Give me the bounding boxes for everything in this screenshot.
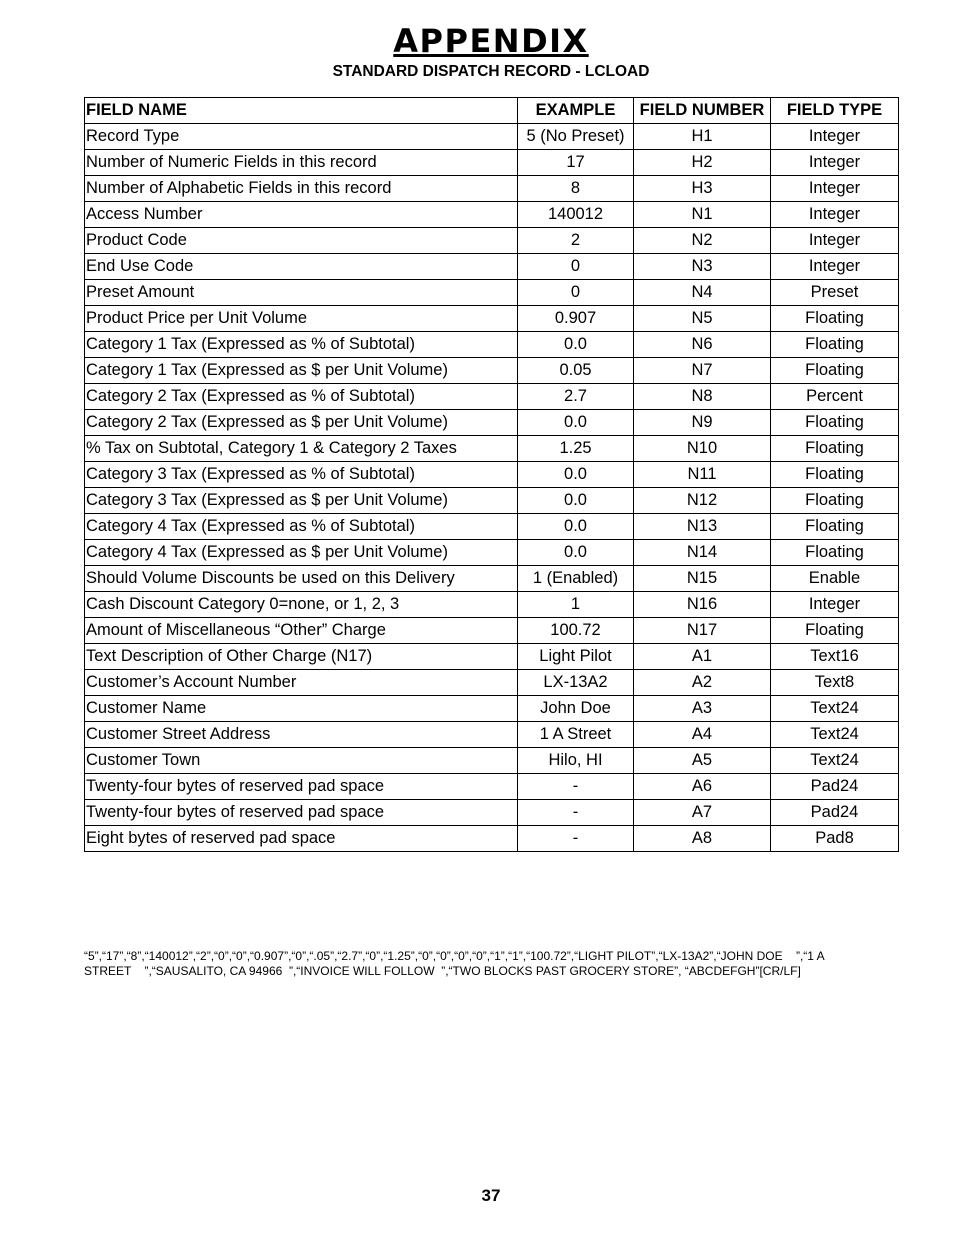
field-name-cell: Category 3 Tax (Expressed as $ per Unit Volume) [85,488,518,514]
example-cell: 140012 [518,202,634,228]
table-row [85,774,899,800]
field-number-cell: N13 [634,514,771,540]
field-type-cell: Integer [771,202,899,228]
table-row [85,410,899,436]
field-type-cell: Floating [771,436,899,462]
example-cell: - [518,774,634,800]
example-cell: 0.0 [518,332,634,358]
field-number-cell: N3 [634,254,771,280]
field-name-cell: Customer’s Account Number [85,670,518,696]
field-type-cell: Floating [771,514,899,540]
example-cell: 2 [518,228,634,254]
field-name-cell: Category 2 Tax (Expressed as $ per Unit Volume) [85,410,518,436]
field-number-cell: A4 [634,722,771,748]
table-row [85,670,899,696]
table-row [85,280,899,306]
example-cell: 0 [518,280,634,306]
table-row [85,540,899,566]
field-type-cell: Percent [771,384,899,410]
field-type-cell: Floating [771,332,899,358]
example-cell: 0.05 [518,358,634,384]
field-number-cell: N14 [634,540,771,566]
dispatch-record-table [84,97,899,852]
field-name-cell: Category 1 Tax (Expressed as % of Subtotal) [85,332,518,358]
example-cell: 1 (Enabled) [518,566,634,592]
field-type-cell: Integer [771,150,899,176]
table-row [85,176,899,202]
field-type-cell: Pad24 [771,800,899,826]
field-type-cell: Text8 [771,670,899,696]
field-type-cell: Text16 [771,644,899,670]
field-name-cell: Preset Amount [85,280,518,306]
table-body [85,124,899,852]
table-row [85,306,899,332]
table-row [85,332,899,358]
field-number-cell: N17 [634,618,771,644]
field-type-cell: Text24 [771,748,899,774]
table-row [85,254,899,280]
table-row [85,800,899,826]
column-header-field-type: FIELD TYPE [771,98,899,124]
field-name-cell: % Tax on Subtotal, Category 1 & Category 2 Taxes [85,436,518,462]
table-row [85,696,899,722]
field-name-cell: Amount of Miscellaneous “Other” Charge [85,618,518,644]
field-number-cell: H3 [634,176,771,202]
field-type-cell: Text24 [771,696,899,722]
field-name-cell: Cash Discount Category 0=none, or 1, 2, 3 [85,592,518,618]
field-name-cell: Product Code [85,228,518,254]
page-number: 37 [481,1186,501,1205]
field-name-cell: Eight bytes of reserved pad space [85,826,518,852]
field-name-cell: Record Type [85,124,518,150]
example-cell: 2.7 [518,384,634,410]
table-row [85,150,899,176]
field-number-cell: N4 [634,280,771,306]
header-row [85,98,899,124]
field-number-cell: N5 [634,306,771,332]
field-number-cell: A2 [634,670,771,696]
table-row [85,722,899,748]
example-cell: - [518,826,634,852]
table-row [85,748,899,774]
field-number-cell: N10 [634,436,771,462]
field-name-cell: Text Description of Other Charge (N17) [85,644,518,670]
example-record-line-2: STREET ”,“SAUSALITO, CA 94966 ”,“INVOICE WILL FOLLOW ”,“TWO BLOCKS PAST GROCERY STORE”, “ABCDEFGH”[CR/LF] [84,964,801,978]
table-header [85,98,899,124]
table-row [85,488,899,514]
field-name-cell: Customer Street Address [85,722,518,748]
field-type-cell: Integer [771,228,899,254]
example-cell: 17 [518,150,634,176]
table-row [85,384,899,410]
field-name-cell: Category 4 Tax (Expressed as $ per Unit Volume) [85,540,518,566]
field-type-cell: Floating [771,618,899,644]
example-record-line-1: “5”,“17”,“8”,“140012”,“2”,“0”,“0”,“0.907”,“0”,“.05”,“2.7”,“0”,“1.25”,“0”,“0”,“0”,“0”,“1”,“1”,“100.72”,“LIGHT PILOT”,“LX-13A2”,“JOHN DOE ”,“1 A [84,949,825,963]
example-cell: 1 [518,592,634,618]
table-row [85,436,899,462]
field-type-cell: Floating [771,358,899,384]
field-type-cell: Floating [771,462,899,488]
field-number-cell: N9 [634,410,771,436]
field-type-cell: Floating [771,540,899,566]
example-cell: 0.0 [518,410,634,436]
field-number-cell: A7 [634,800,771,826]
field-type-cell: Integer [771,254,899,280]
example-cell: 1 A Street [518,722,634,748]
example-cell: 100.72 [518,618,634,644]
table-row [85,618,899,644]
field-type-cell: Floating [771,488,899,514]
field-name-cell: Customer Name [85,696,518,722]
example-cell: 0.0 [518,488,634,514]
field-number-cell: N8 [634,384,771,410]
field-number-cell: N7 [634,358,771,384]
example-cell: 8 [518,176,634,202]
table-row [85,566,899,592]
example-cell: 1.25 [518,436,634,462]
example-cell: 0.907 [518,306,634,332]
column-header-field-name: FIELD NAME [85,98,518,124]
table-row [85,592,899,618]
field-type-cell: Text24 [771,722,899,748]
field-number-cell: A5 [634,748,771,774]
field-number-cell: N16 [634,592,771,618]
field-number-cell: N2 [634,228,771,254]
field-name-cell: Twenty-four bytes of reserved pad space [85,774,518,800]
field-type-cell: Enable [771,566,899,592]
example-cell: - [518,800,634,826]
field-name-cell: Category 4 Tax (Expressed as % of Subtotal) [85,514,518,540]
field-type-cell: Preset [771,280,899,306]
field-number-cell: N6 [634,332,771,358]
field-type-cell: Pad8 [771,826,899,852]
field-name-cell: Category 3 Tax (Expressed as % of Subtotal) [85,462,518,488]
table-row [85,644,899,670]
field-name-cell: Twenty-four bytes of reserved pad space [85,800,518,826]
field-name-cell: Access Number [85,202,518,228]
example-cell: 5 (No Preset) [518,124,634,150]
field-type-cell: Pad24 [771,774,899,800]
column-header-example: EXAMPLE [518,98,634,124]
example-cell: 0.0 [518,462,634,488]
table-row [85,124,899,150]
page-subtitle: STANDARD DISPATCH RECORD - LCLOAD [332,63,650,80]
field-number-cell: A1 [634,644,771,670]
field-type-cell: Floating [771,410,899,436]
table-row [85,514,899,540]
field-number-cell: N15 [634,566,771,592]
field-number-cell: N11 [634,462,771,488]
field-type-cell: Integer [771,592,899,618]
field-number-cell: H1 [634,124,771,150]
table-row [85,358,899,384]
field-number-cell: H2 [634,150,771,176]
field-number-cell: A3 [634,696,771,722]
field-type-cell: Integer [771,124,899,150]
field-name-cell: Category 1 Tax (Expressed as $ per Unit Volume) [85,358,518,384]
example-record-text [84,949,874,979]
table-row [85,228,899,254]
table-row [85,202,899,228]
page-title: APPENDIX [393,22,589,60]
field-name-cell: Customer Town [85,748,518,774]
field-type-cell: Integer [771,176,899,202]
field-number-cell: N1 [634,202,771,228]
example-cell: Hilo, HI [518,748,634,774]
example-cell: LX-13A2 [518,670,634,696]
example-cell: Light Pilot [518,644,634,670]
example-cell: John Doe [518,696,634,722]
field-name-cell: Number of Numeric Fields in this record [85,150,518,176]
field-type-cell: Floating [771,306,899,332]
field-name-cell: Category 2 Tax (Expressed as % of Subtotal) [85,384,518,410]
field-number-cell: A8 [634,826,771,852]
field-name-cell: Number of Alphabetic Fields in this record [85,176,518,202]
field-number-cell: A6 [634,774,771,800]
field-name-cell: Product Price per Unit Volume [85,306,518,332]
field-name-cell: Should Volume Discounts be used on this Delivery [85,566,518,592]
column-header-field-number: FIELD NUMBER [634,98,771,124]
field-name-cell: End Use Code [85,254,518,280]
example-cell: 0 [518,254,634,280]
table-row [85,462,899,488]
example-cell: 0.0 [518,540,634,566]
field-number-cell: N12 [634,488,771,514]
table-row [85,826,899,852]
example-cell: 0.0 [518,514,634,540]
